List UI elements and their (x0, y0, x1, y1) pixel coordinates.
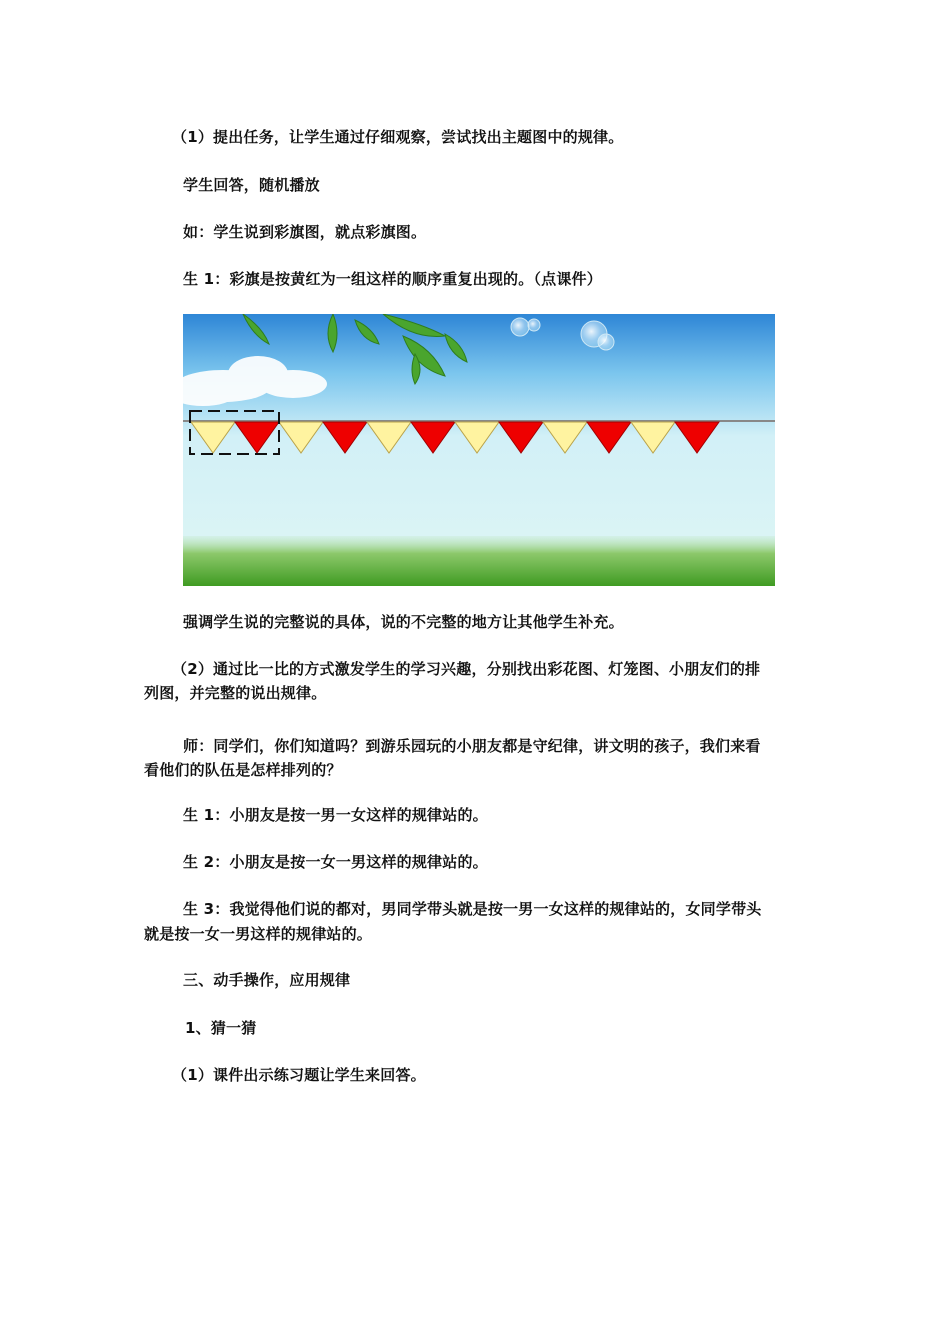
paragraph-4: 生 1：彩旗是按黄红为一组这样的顺序重复出现的。（点课件） (183, 270, 602, 288)
paragraph-1: （1）提出任务，让学生通过仔细观察，尝试找出主题图中的规律。 (172, 128, 624, 146)
bubble-icon (598, 334, 614, 350)
section-heading: 三、动手操作，应用规律 (183, 971, 351, 989)
paragraph-10-line-1: 生 3：我觉得他们说的都对，男同学带头就是按一男一女这样的规律站的，女同学带头 (183, 900, 762, 918)
paragraph-3: 如：学生说到彩旗图，就点彩旗图。 (183, 223, 427, 241)
flag-pattern-figure (183, 314, 775, 586)
paragraph-13: （1）课件出示练习题让学生来回答。 (172, 1066, 426, 1084)
bubble-icon (528, 319, 540, 331)
paragraph-6-line-2: 列图，并完整的说出规律。 (144, 684, 327, 702)
paragraph-6-line-1: （2）通过比一比的方式激发学生的学习兴趣，分别找出彩花图、灯笼图、小朋友们的排 (172, 660, 761, 678)
paragraph-8: 生 1：小朋友是按一男一女这样的规律站的。 (183, 806, 488, 824)
flag-scene (183, 314, 775, 586)
sub-heading: 1、猜一猜 (185, 1019, 257, 1037)
paragraph-10-line-2: 就是按一女一男这样的规律站的。 (144, 925, 373, 943)
paragraph-7-line-1: 师：同学们，你们知道吗？到游乐园玩的小朋友都是守纪律，讲文明的孩子，我们来看 (183, 737, 761, 755)
paragraph-5: 强调学生说的完整说的具体，说的不完整的地方让其他学生补充。 (183, 613, 624, 631)
paragraph-7-line-2: 看他们的队伍是怎样排列的？ (144, 761, 342, 779)
paragraph-2: 学生回答，随机播放 (183, 176, 320, 194)
grass-strip (183, 536, 775, 586)
bubble-icon (511, 318, 529, 336)
paragraph-9: 生 2：小朋友是按一女一男这样的规律站的。 (183, 853, 488, 871)
